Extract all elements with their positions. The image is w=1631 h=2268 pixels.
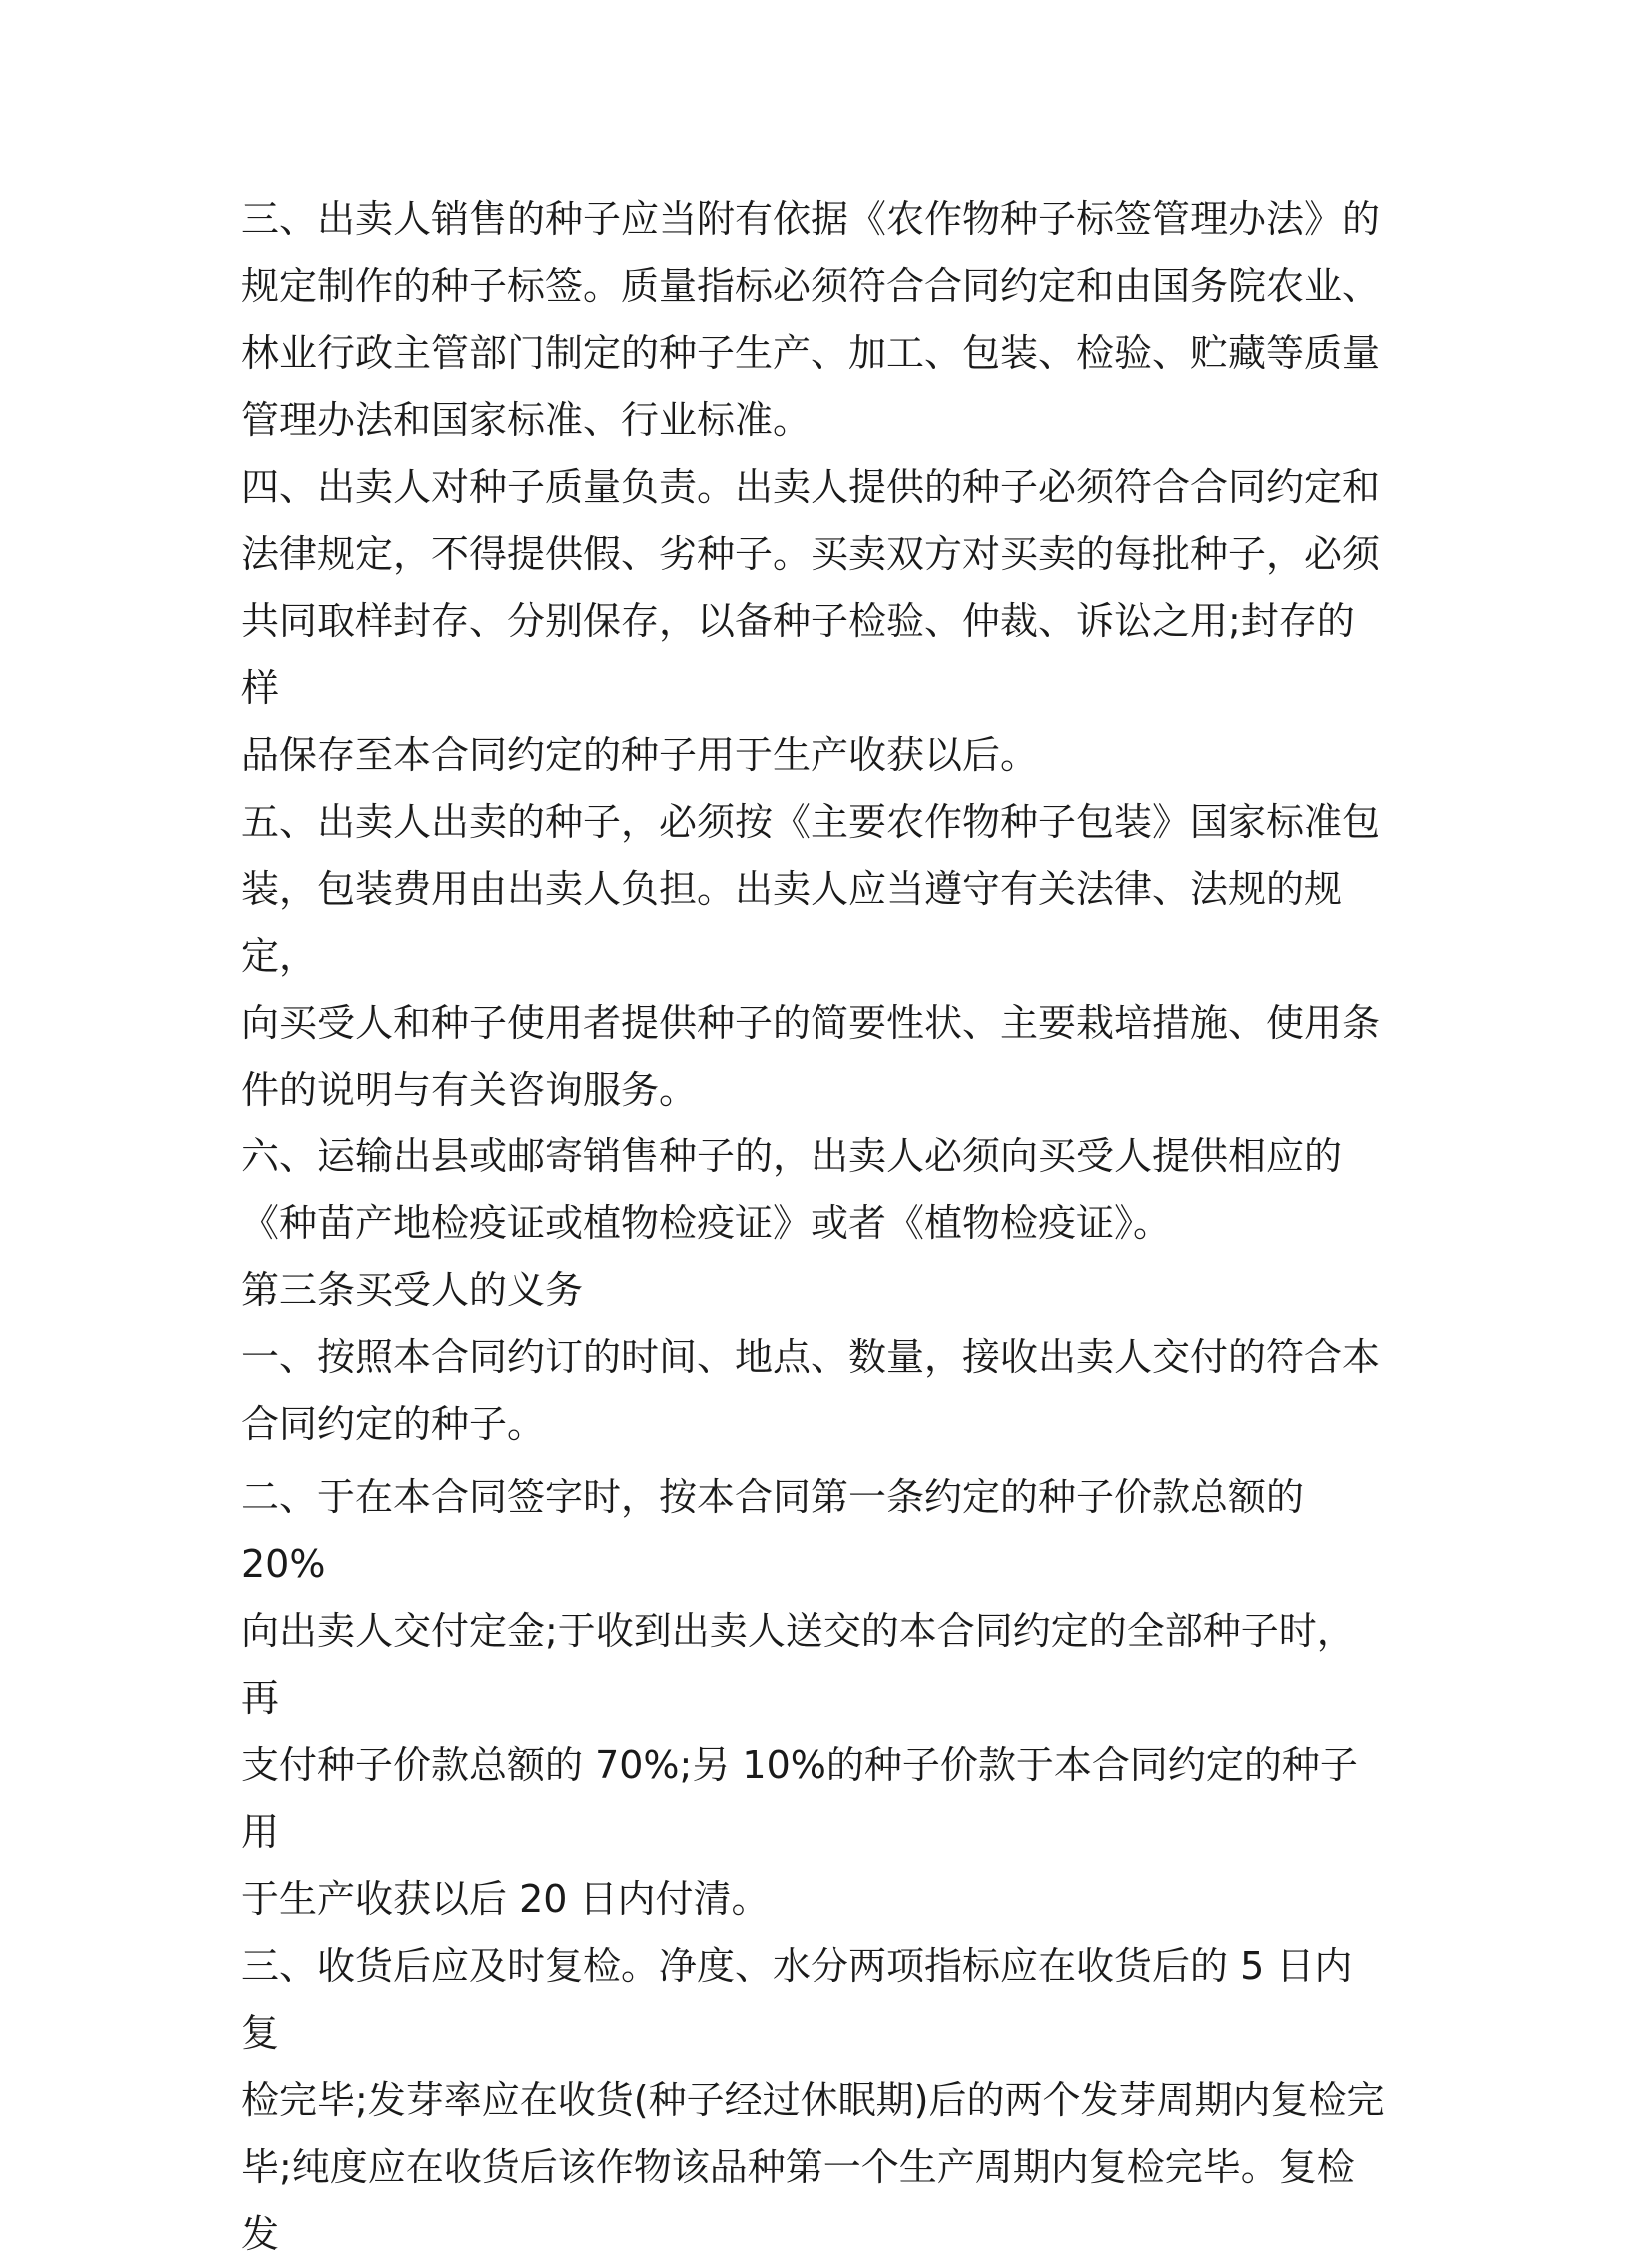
document-body <box>241 186 1390 2268</box>
paragraph-buyer-reinspection: 三、收货后应及时复检。净度、水分两项指标应在收货后的 5 日内复 检完毕;发芽率应在收货(种子经过休眠期)后的两个发芽周期内复检完 毕;纯度应在收货后该作物该品种第一个生产周期内复检完毕。复检发 <box>241 1944 1385 2256</box>
paragraph-buyer-receive-seeds: 一、按照本合同约订的时间、地点、数量，接收出卖人交付的符合本 合同约定的种子。 <box>241 1335 1381 1446</box>
paragraph-seller-quarantine: 六、运输出县或邮寄销售种子的，出卖人必须向买受人提供相应的 《种苗产地检疫证或植物检疫证》或者《植物检疫证》。 <box>241 1134 1343 1245</box>
paragraph-seller-quality-responsibility: 四、出卖人对种子质量负责。出卖人提供的种子必须符合合同约定和 法律规定，不得提供假、劣种子。买卖双方对买卖的每批种子，必须 共同取样封存、分别保存，以备种子检验、仲裁、诉讼之用;封存的样 品保存至本合同约定的种子用于生产收获以后。 <box>241 465 1381 777</box>
paragraph-seller-label-obligation: 三、出卖人销售的种子应当附有依据《农作物种子标签管理办法》的 规定制作的种子标签。质量指标必须符合合同约定和由国务院农业、 林业行政主管部门制定的种子生产、加工、包装、检验、贮藏等质量 管理办法和国家标准、行业标准。 <box>241 197 1381 442</box>
section-heading-buyer-obligations: 第三条买受人的义务 <box>241 1268 584 1312</box>
paragraph-seller-packaging: 五、出卖人出卖的种子，必须按《主要农作物种子包装》国家标准包 装，包装费用由出卖人负担。出卖人应当遵守有关法律、法规的规定， 向买受人和种子使用者提供种子的简要性状、主要栽培措施、使用条 件的说明与有关咨询服务。 <box>241 800 1381 1112</box>
paragraph-buyer-payment: 二、于在本合同签字时，按本合同第一条约定的种子价款总额的 20% 向出卖人交付定金;于收到出卖人送交的本合同约定的全部种子时，再 支付种子价款总额的 70%;另 10%的种子价款于本合同约定的种子用 于生产收获以后 20 日内付清。 <box>241 1475 1358 1921</box>
